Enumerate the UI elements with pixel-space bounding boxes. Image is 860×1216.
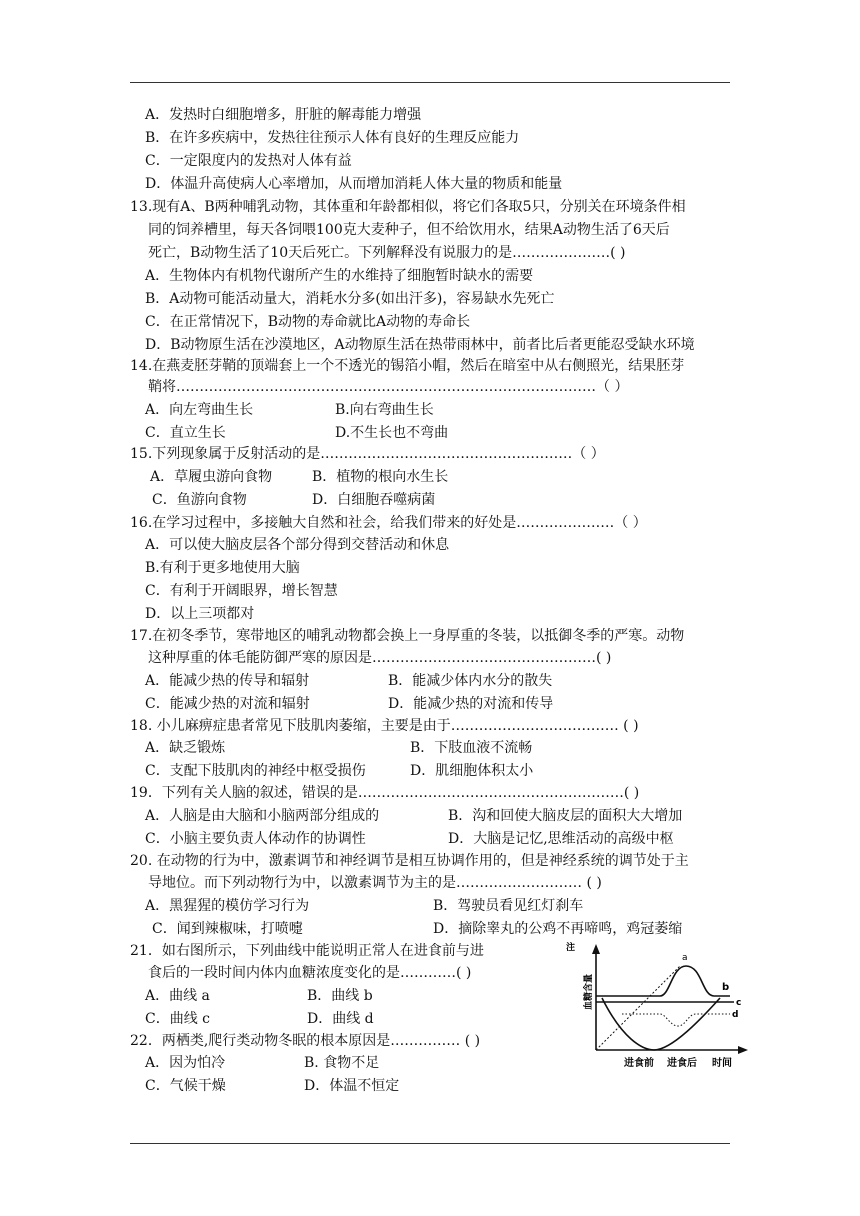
option-b: B．在许多疾病中，发热往往预示人体有良好的生理反应能力 [145,130,520,146]
curve-d-label: d [732,1010,739,1020]
q13-option-b: B．A动物可能活动量大，消耗水分多(如出汗多)，容易缺水先死亡 [145,291,555,307]
q17-option-c: C．能减少热的对流和辐射 [145,696,310,712]
q17-option-d: D．能减少热的对流和传导 [388,696,554,712]
q20-option-a: A．黑猩猩的模仿学习行为 [145,898,310,914]
q17-option-b: B．能减少体内水分的散失 [388,673,553,689]
curve-d [622,1014,730,1026]
q15-stem: 15.下列现象属于反射活动的是………………………………………………（ ） [130,446,605,462]
q22-option-a: A．因为怕冷 [145,1055,226,1071]
q16-option-c: C．有利于开阔眼界，增长智慧 [145,583,338,599]
q19-stem: 19．下列有关人脑的叙述，错误的是…………………………………………………( ) [130,785,640,801]
curve-u [602,998,720,1050]
y-axis-label: 血糖含量 [584,973,594,1010]
q13-option-c: C．在正常情况下，B动物的寿命就比A动物的寿命长 [145,314,471,330]
q15-option-d: D．白细胞吞噬病菌 [312,492,436,508]
blood-glucose-figure [562,938,752,1078]
q20-option-c: C．闻到辣椒味，打喷嚏 [152,921,303,937]
curve-b-label: b [722,982,730,993]
q14-option-d: D.不生长也不弯曲 [335,425,449,441]
q15-option-a: A．草履虫游向食物 [150,469,273,485]
q17-option-a: A．能减少热的传导和辐射 [145,673,310,689]
q22-stem: 22．两栖类,爬行类动物冬眠的根本原因是…………… ( ) [130,1033,481,1049]
q20-option-d: D．摘除睾丸的公鸡不再啼鸣，鸡冠萎缩 [433,921,683,937]
curve-c-label: c [736,998,742,1008]
q22-option-b: B. 食物不足 [304,1055,380,1071]
q16-option-d: D．以上三项都对 [145,606,255,622]
q13-stem-3: 死亡，B动物生活了10天后死亡。下列解释没有说服力的是…………………( ) [148,245,626,261]
q18-stem: 18. 小儿麻痹症患者常见下肢肌肉萎缩，主要是由于……………………………… ( ) [130,718,639,734]
x-label-time: 时间 [712,1058,732,1069]
curve-b [596,966,730,996]
q16-option-b: B.有利于更多地使用大脑 [145,560,300,576]
q22-option-d: D．体温不恒定 [304,1078,400,1094]
curve-a-label: a [682,953,688,963]
q13-option-a: A．生物体内有机物代谢所产生的水维持了细胞暂时缺水的需要 [145,268,534,284]
q21-option-b: B．曲线 b [307,988,373,1004]
q21-option-a: A．曲线 a [145,988,210,1004]
q16-option-a: A．可以使大脑皮层各个部分得到交替活动和休息 [145,537,450,553]
q20-stem-1: 20. 在动物的行为中，激素调节和神经调节是相互协调作用的，但是神经系统的调节处于主 [130,853,689,869]
option-d: D．体温升高使病人心率增加，从而增加消耗人体大量的物质和能量 [145,176,563,192]
q21-option-d: D．曲线 d [307,1011,374,1027]
option-c: C．一定限度内的发热对人体有益 [145,153,352,169]
q14-option-c: C．直立生长 [145,425,226,441]
curve-a [596,966,680,1050]
q19-option-d: D．大脑是记忆,思维活动的高级中枢 [448,831,674,847]
x-label-before-meal: 进食前 [624,1058,654,1069]
q18-option-a: A．缺乏锻炼 [145,740,226,756]
x-axis-arrow [738,1046,748,1054]
top-rule [130,82,730,83]
q16-stem: 16.在学习过程中，多接触大自然和社会，给我们带来的好处是…………………（ ） [130,515,647,531]
q14-stem-2: 鞘将………………………………………………………………………………（ ） [148,379,629,395]
q17-stem-1: 17.在初冬季节，寒带地区的哺乳动物都会换上一身厚重的冬装，以抵御冬季的严寒。动物 [130,628,685,644]
q18-option-c: C．支配下肢肌肉的神经中枢受损伤 [145,763,366,779]
q18-option-b: B．下肢血液不流畅 [410,740,533,756]
bottom-rule [130,1143,730,1144]
q14-stem-1: 14.在燕麦胚芽鞘的顶端套上一个不透光的锡箔小帽，然后在暗室中从右侧照光，结果胚芽 [130,358,685,374]
q15-option-c: C．鱼游向食物 [152,492,247,508]
q19-option-c: C．小脑主要负责人体动作的协调性 [145,831,366,847]
x-label-after-meal: 进食后 [667,1058,697,1069]
q20-option-b: B．驾驶员看见红灯刹车 [433,898,584,914]
q14-option-b: B.向右弯曲生长 [335,402,434,418]
q19-option-a: A．人脑是由大脑和小脑两部分组成的 [145,808,380,824]
q15-option-b: B．植物的根向水生长 [312,469,449,485]
q19-option-b: B．沟和回使大脑皮层的面积大大增加 [448,808,683,824]
q14-option-a: A．向左弯曲生长 [145,402,254,418]
q18-option-d: D．肌细胞体积太小 [410,763,534,779]
option-a: A．发热时白细胞增多，肝脏的解毒能力增强 [145,107,422,123]
q17-stem-2: 这种厚重的体毛能防御严寒的原因是…………………………………………( ) [148,650,612,666]
q13-stem-1: 13.现有A、B两种哺乳动物，其体重和年龄都相似，将它们各取5只，分别关在环境条件相 [130,199,686,215]
q13-option-d: D．B动物原生活在沙漠地区，A动物原生活在热带雨林中，前者比后者更能忍受缺水环境 [145,337,695,353]
q21-stem-1: 21．如右图所示，下列曲线中能说明正常人在进食前与进 [130,943,484,959]
y-axis-arrow [592,944,600,954]
q22-option-c: C．气候干燥 [145,1078,226,1094]
q21-stem-2: 食后的一段时间内体内血糖浓度变化的是…………( ) [148,965,472,981]
q21-option-c: C．曲线 c [145,1011,211,1027]
y-axis-top-label: 注 [566,943,576,953]
q20-stem-2: 导地位。而下列动物行为中，以激素调节为主的是……………………… ( ) [148,875,602,891]
q13-stem-2: 同的饲养槽里，每天各饲喂100克大麦种子，但不给饮用水，结果A动物生活了6天后 [148,222,670,238]
